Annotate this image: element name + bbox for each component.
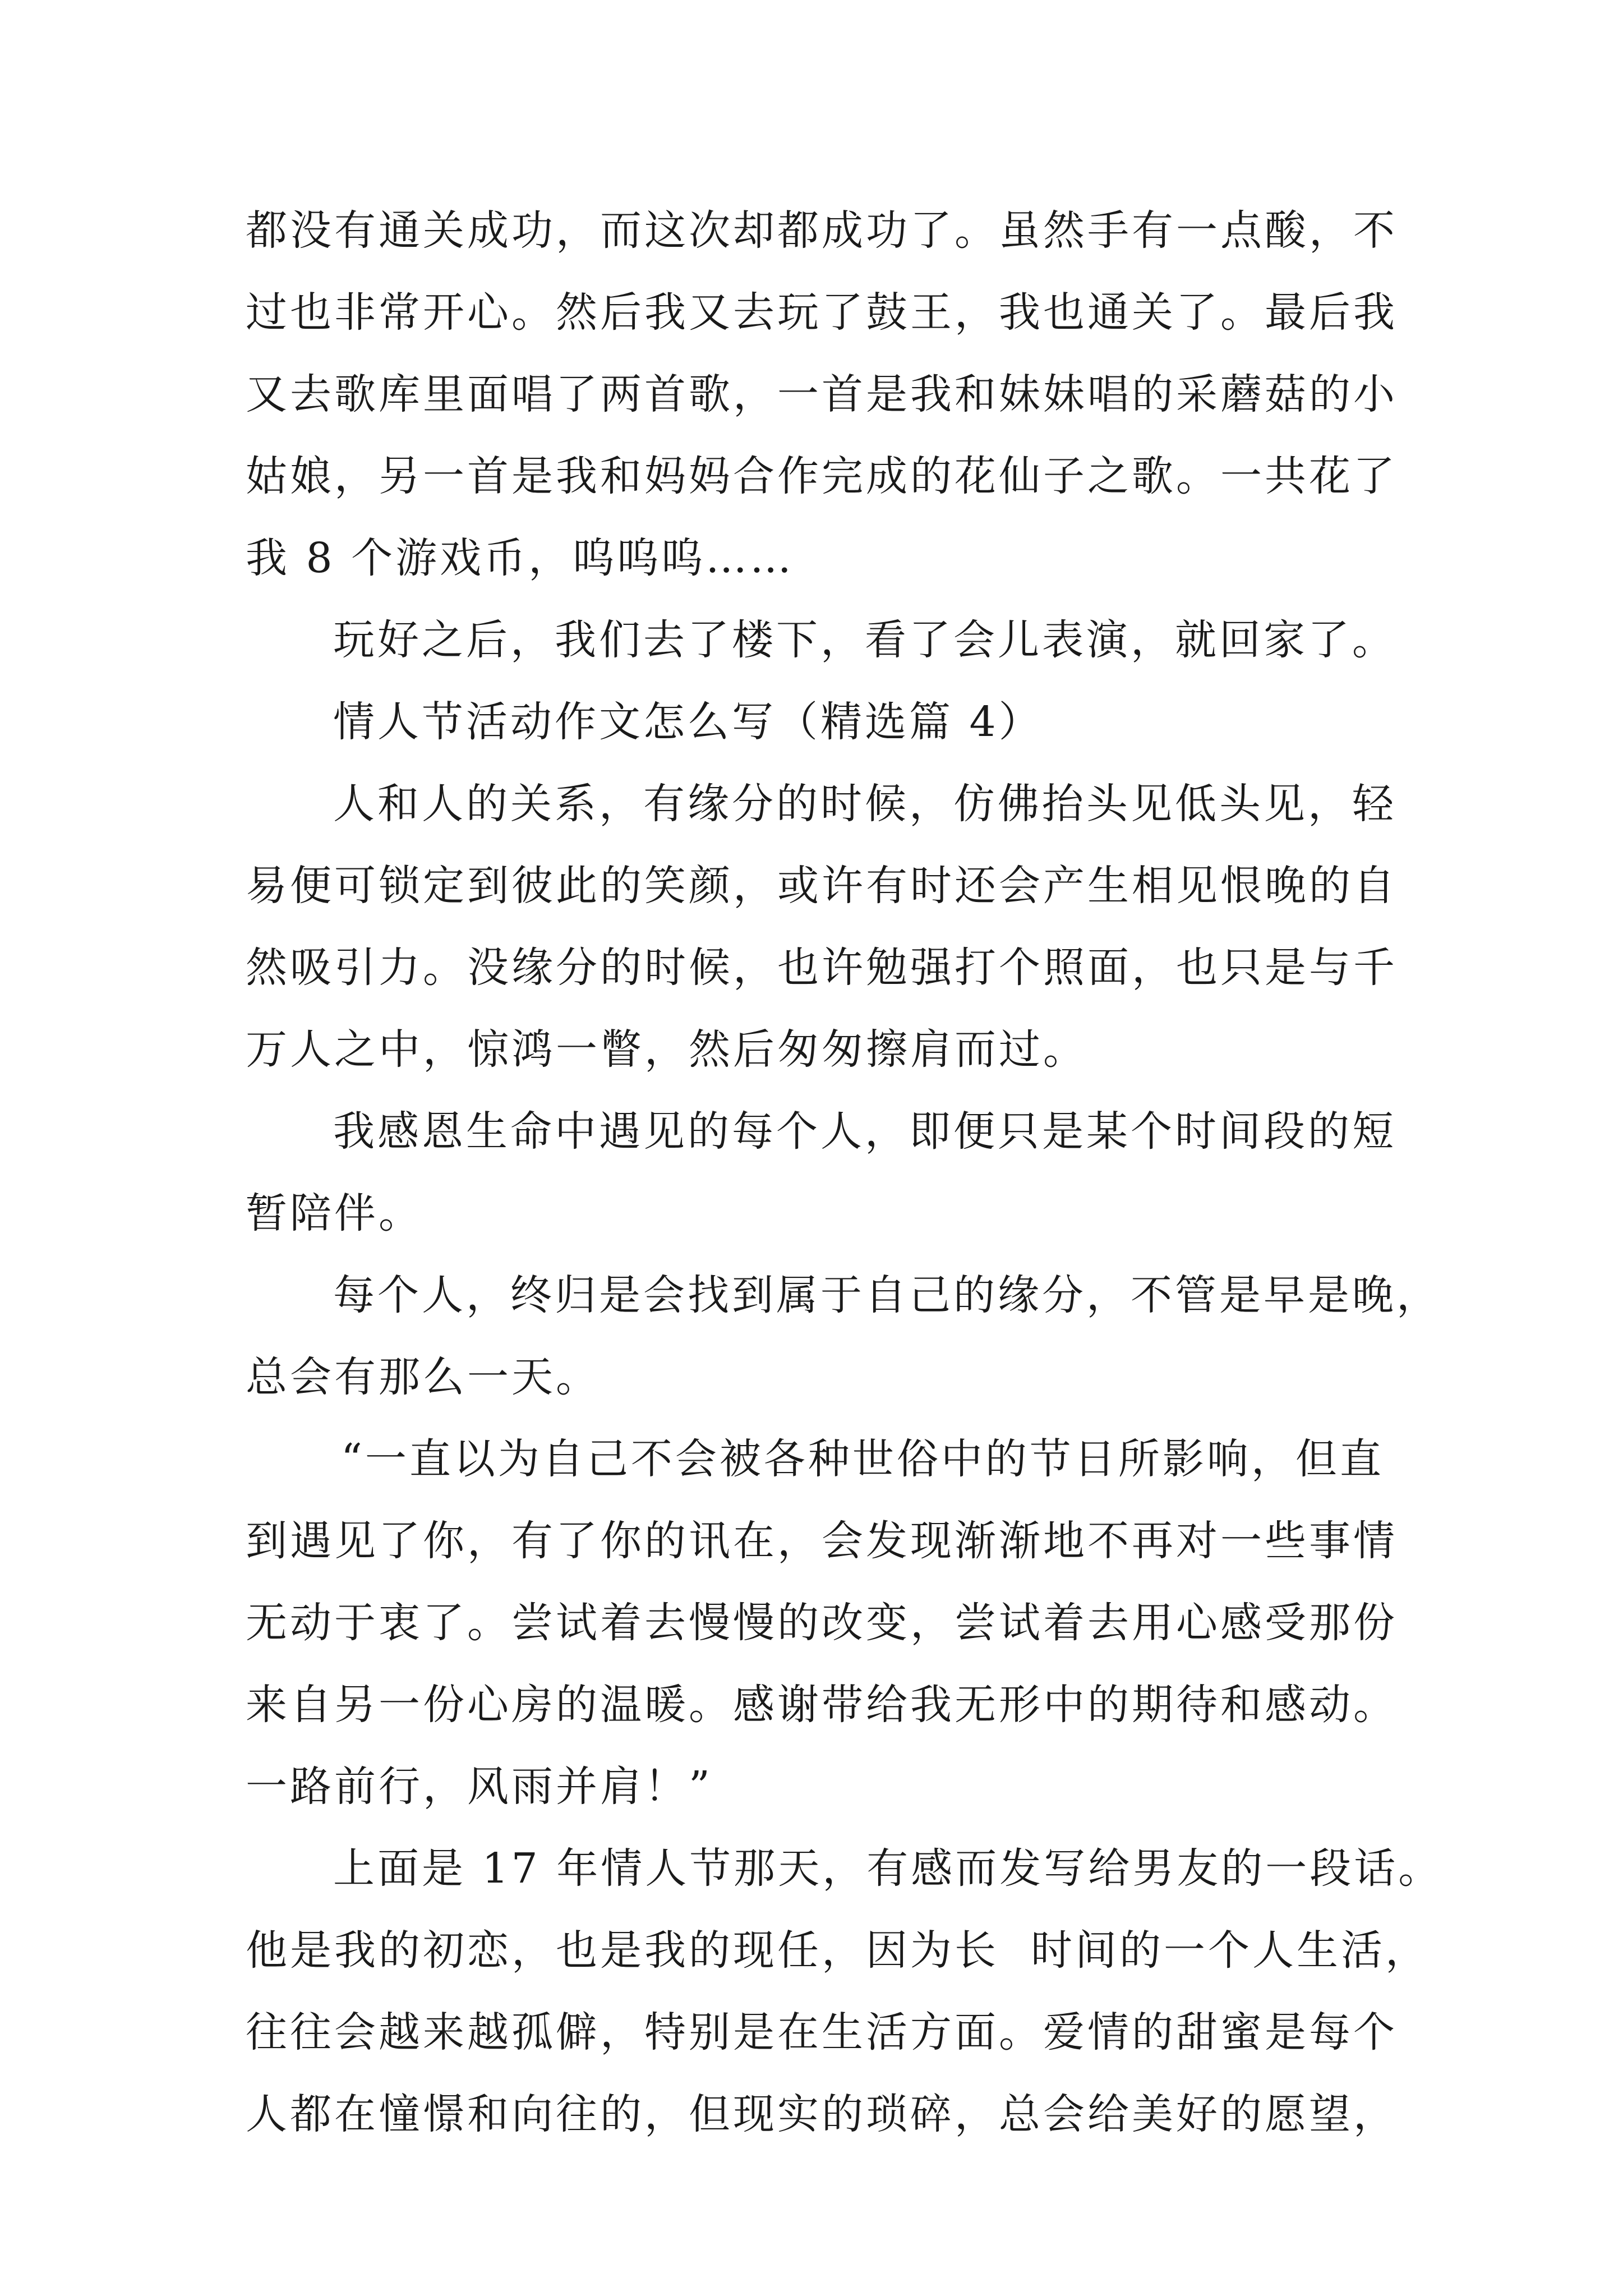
- text-line: 人都在憧憬和向往的，但现实的琐碎，总会给美好的愿望，: [246, 2090, 1398, 2138]
- text-line: 玩好之后，我们去了楼下，看了会儿表演，就回家了。: [333, 616, 1396, 664]
- text-line: 姑娘，另一首是我和妈妈合作完成的花仙子之歌。一共花了: [246, 452, 1398, 500]
- text-line: 无动于衷了。尝试着去慢慢的改变，尝试着去用心感受那份: [246, 1599, 1398, 1647]
- text-line: 暂陪伴。: [246, 1189, 423, 1237]
- text-line: 都没有通关成功，而这次却都成功了。虽然手有一点酸，不: [246, 206, 1398, 255]
- text-line: 往往会越来越孤僻，特别是在生活方面。爱情的甜蜜是每个: [246, 2008, 1398, 2056]
- text-line: 上面是 17 年情人节那天，有感而发写给男友的一段话。: [333, 1844, 1443, 1893]
- text-line: 一路前行，风雨并肩！”: [246, 1763, 713, 1811]
- body-text: [246, 190, 1443, 2155]
- text-line: 我 8 个游戏币，呜呜呜……: [246, 534, 795, 582]
- text-line: “一直以为自己不会被各种世俗中的节日所影响，但直: [341, 1435, 1384, 1483]
- text-line: 我感恩生命中遇见的每个人，即便只是某个时间段的短: [333, 1107, 1396, 1156]
- text-line: 过也非常开心。然后我又去玩了鼓王，我也通关了。最后我: [246, 288, 1398, 337]
- text-line: 每个人，终归是会找到属于自己的缘分，不管是早是晚，: [333, 1271, 1441, 1319]
- text-line: 又去歌库里面唱了两首歌，一首是我和妹妹唱的采蘑菇的小: [246, 370, 1398, 418]
- section-heading: 情人节活动作文怎么写（精选篇 4）: [333, 698, 1043, 746]
- text-line: 然吸引力。没缘分的时候，也许勉强打个照面，也只是与千: [246, 944, 1398, 992]
- text-line: 人和人的关系，有缘分的时候，仿佛抬头见低头见，轻: [333, 780, 1396, 828]
- text-line: 万人之中，惊鸿一瞥，然后匆匆擦肩而过。: [246, 1025, 1087, 1074]
- text-line: 到遇见了你，有了你的讯在，会发现渐渐地不再对一些事情: [246, 1517, 1398, 1565]
- text-line: 易便可锁定到彼此的笑颜，或许有时还会产生相见恨晚的自: [246, 862, 1398, 910]
- text-line: 他是我的初恋，也是我的现任，因为长 时间的一个人生活，: [246, 1926, 1430, 1975]
- text-line: 来自另一份心房的温暖。感谢带给我无形中的期待和感动。: [246, 1681, 1398, 1729]
- text-line: 总会有那么一天。: [246, 1353, 600, 1401]
